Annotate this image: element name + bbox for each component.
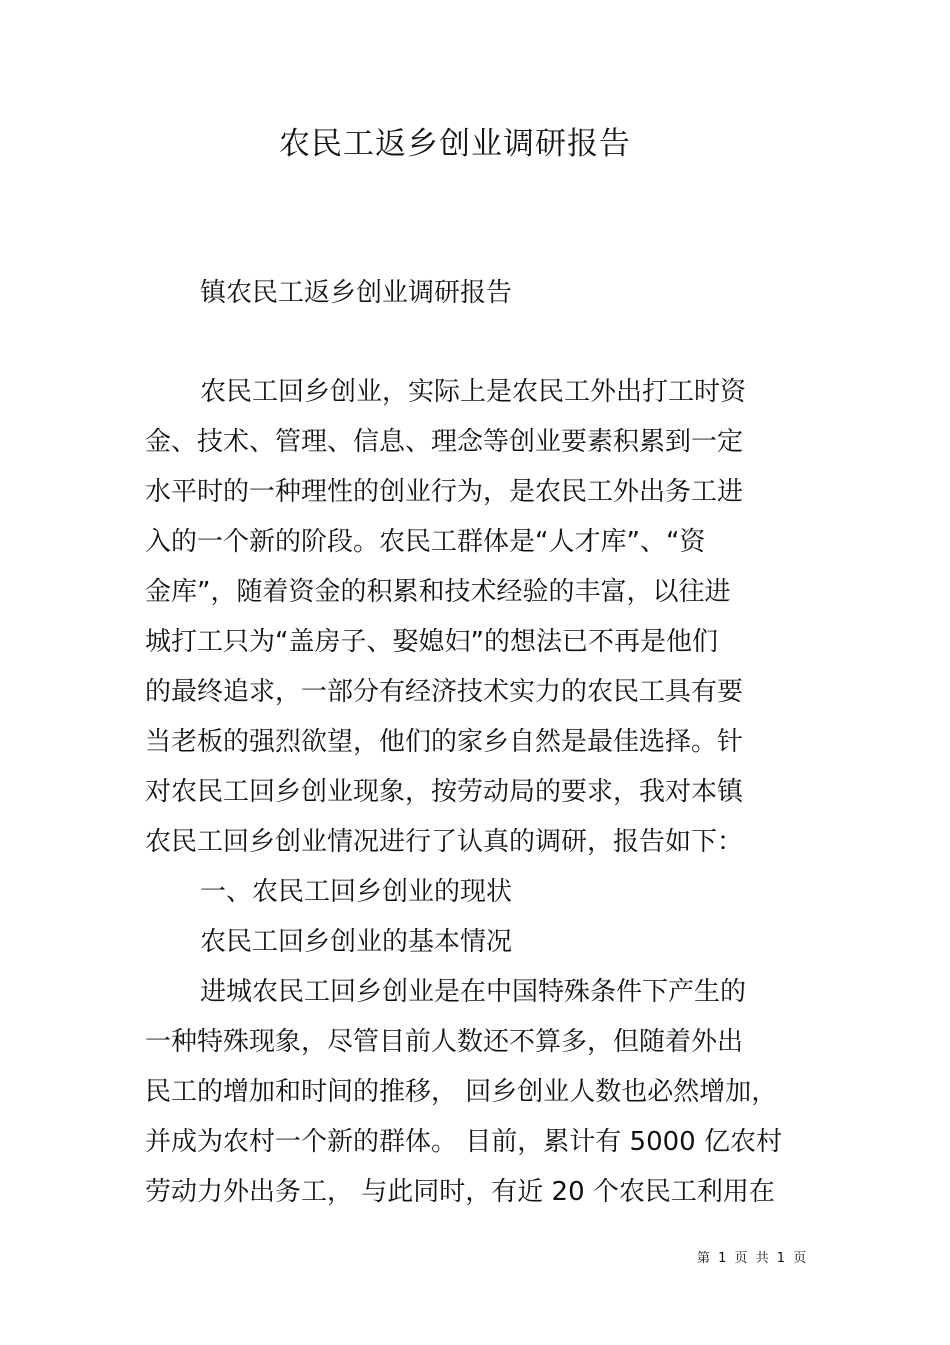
body-line-7: 的最终追求，一部分有经济技术实力的农民工具有要: [145, 677, 744, 707]
body-line-14: 并成为农村一个新的群体。 目前，累计有 5000 亿农村: [145, 1127, 782, 1157]
document-subtitle: 镇农民工返乡创业调研报告: [200, 278, 513, 308]
body-line-3: 水平时的一种理性的创业行为，是农民工外出务工进: [145, 477, 744, 507]
body-line-9: 对农民工回乡创业现象，按劳动局的要求，我对本镇: [145, 777, 744, 807]
body-line-6: 城打工只为“盖房子、娶媳妇”的想法已不再是他们: [145, 627, 718, 657]
body-line-15: 劳动力外出务工， 与此同时，有近 20 个农民工利用在: [145, 1177, 775, 1207]
body-line-11: 进城农民工回乡创业是在中国特殊条件下产生的: [200, 977, 747, 1007]
subsection-heading: 农民工回乡创业的基本情况: [200, 927, 513, 957]
body-line-12: 一种特殊现象，尽管目前人数还不算多，但随着外出: [145, 1027, 744, 1057]
body-line-4: 入的一个新的阶段。农民工群体是“人才库”、“资: [145, 527, 706, 557]
body-line-13: 民工的增加和时间的推移， 回乡创业人数也必然增加，: [145, 1077, 778, 1107]
section-heading: 一、农民工回乡创业的现状: [200, 877, 513, 907]
body-line-1: 农民工回乡创业，实际上是农民工外出打工时资: [200, 377, 747, 407]
body-line-5: 金库”，随着资金的积累和技术经验的丰富，以往进: [145, 577, 731, 607]
page-number-footer: 第 1 页 共 1 页: [697, 1251, 809, 1266]
document-title: 农民工返乡创业调研报告: [279, 126, 631, 162]
body-line-8: 当老板的强烈欲望，他们的家乡自然是最佳选择。针: [145, 727, 744, 757]
body-line-10: 农民工回乡创业情况进行了认真的调研，报告如下：: [145, 827, 744, 857]
body-line-2: 金、技术、管理、信息、理念等创业要素积累到一定: [145, 427, 744, 457]
